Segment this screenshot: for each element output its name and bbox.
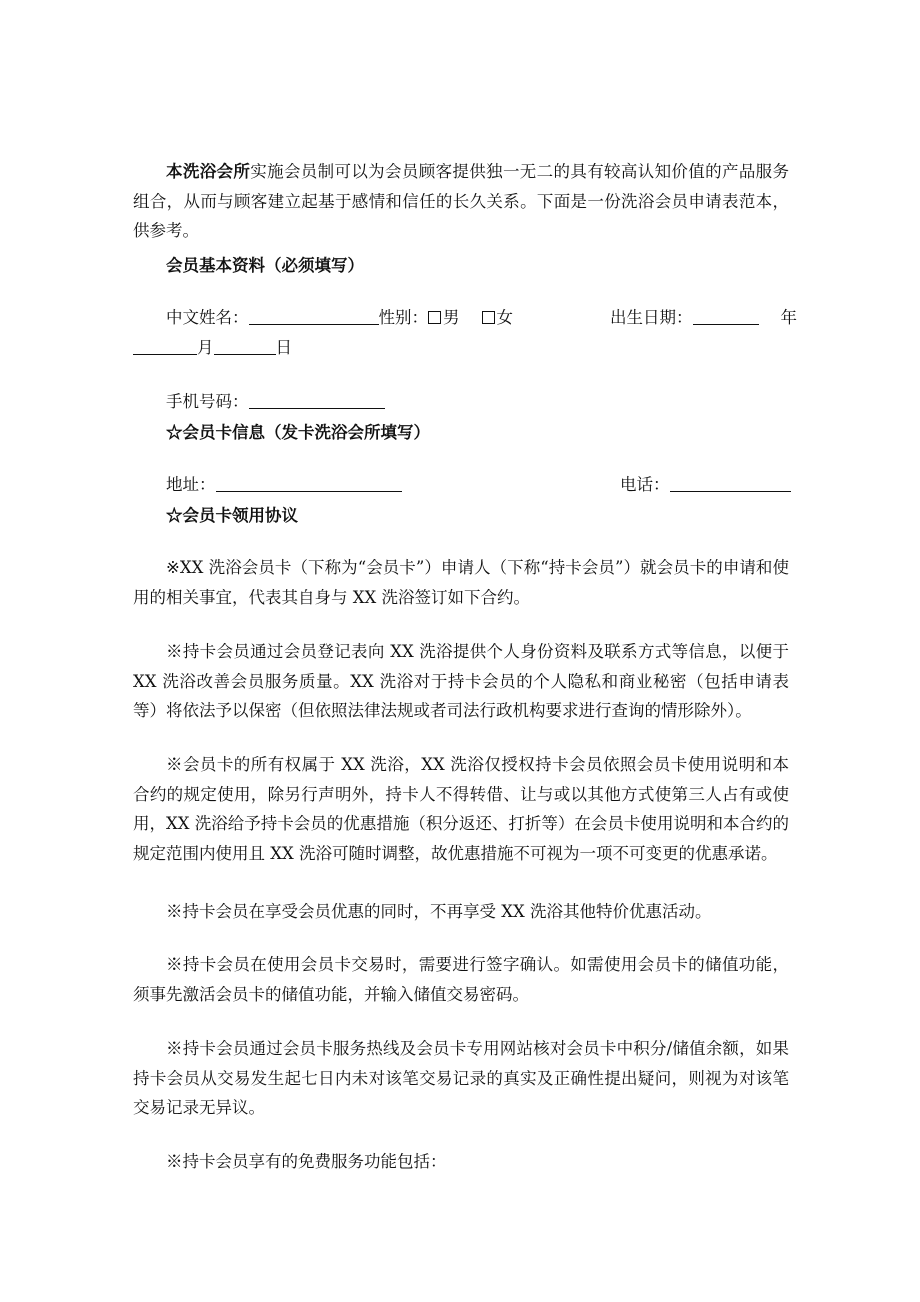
birth-day-field[interactable] [214, 340, 276, 355]
birth-label: 出生日期： [610, 308, 693, 327]
agreement-paragraph-3: ※会员卡的所有权属于 XX 洗浴，XX 洗浴仅授权持卡会员依照会员卡使用说明和本合约的规定使用，除另行声明外，持卡人不得转借、让与或以其他方式使第三人占有或使用，XX 洗浴给予持卡会员的优惠措施（积分返还、打折等）在会员卡使用说明和本合约的规定范围内使用且 XX 洗浴可随时调整，故优惠措施不可视为一项不可变更的优惠承诺。 [133, 755, 789, 863]
tel-row [620, 477, 791, 494]
month-label: 月 [197, 338, 214, 357]
agreement-paragraph-7: ※持卡会员享有的免费服务功能包括： [166, 1152, 447, 1171]
male-checkbox[interactable] [428, 311, 441, 324]
female-label: 女 [496, 308, 513, 327]
gender-label: 性别： [378, 308, 428, 327]
address-field[interactable] [216, 477, 402, 492]
address-label: 地址： [166, 475, 216, 494]
birth-year-field[interactable] [693, 310, 759, 325]
phone-field[interactable] [249, 394, 385, 409]
birth-month-field[interactable] [133, 340, 197, 355]
tel-field[interactable] [670, 477, 791, 492]
address-row [166, 477, 402, 494]
agreement-paragraph-4: ※持卡会员在享受会员优惠的同时，不再享受 XX 洗浴其他特价优惠活动。 [166, 902, 712, 921]
section-agreement-title: ☆会员卡领用协议 [166, 506, 298, 525]
male-label: 男 [443, 308, 460, 327]
phone-label: 手机号码： [166, 392, 249, 411]
birth-row-2 [133, 340, 292, 357]
intro-paragraph [133, 157, 789, 246]
name-label: 中文姓名： [166, 308, 249, 327]
phone-row [166, 394, 385, 411]
day-label: 日 [275, 338, 292, 357]
year-label: 年 [780, 308, 797, 327]
agreement-paragraph-1: ※XX 洗浴会员卡（下称为“会员卡”）申请人（下称“持卡会员”）就会员卡的申请和使用的相关事宜，代表其自身与 XX 洗浴签订如下合约。 [133, 558, 789, 607]
name-row [166, 310, 513, 327]
agreement-paragraph-2: ※持卡会员通过会员登记表向 XX 洗浴提供个人身份资料及联系方式等信息，以便于 XX 洗浴改善会员服务质量。XX 洗浴对于持卡会员的个人隐私和商业秘密（包括申请表等）将依法予以保密（但依照法律法规或者司法行政机构要求进行查询的情形除外）。 [133, 642, 789, 720]
female-checkbox[interactable] [482, 311, 495, 324]
intro-lead: 本洗浴会所 [166, 162, 251, 181]
birth-row [610, 310, 797, 327]
section-card-title: ☆会员卡信息（发卡洗浴会所填写） [166, 423, 430, 442]
agreement-paragraph-5: ※持卡会员在使用会员卡交易时，需要进行签字确认。如需使用会员卡的储值功能，须事先激活会员卡的储值功能，并输入储值交易密码。 [133, 955, 789, 1004]
tel-label: 电话： [620, 475, 670, 494]
section-basic-title: 会员基本资料（必须填写） [166, 256, 364, 275]
intro-text: 实施会员制可以为会员顾客提供独一无二的具有较高认知价值的产品服务组合，从而与顾客建立起基于感情和信任的长久关系。下面是一份洗浴会员申请表范本，供参考。 [133, 162, 790, 240]
name-field[interactable] [249, 310, 379, 325]
agreement-paragraph-6: ※持卡会员通过会员卡服务热线及会员卡专用网站核对会员卡中积分/储值余额，如果持卡会员从交易发生起七日内未对该笔交易记录的真实及正确性提出疑问，则视为对该笔交易记录无异议。 [133, 1039, 789, 1117]
